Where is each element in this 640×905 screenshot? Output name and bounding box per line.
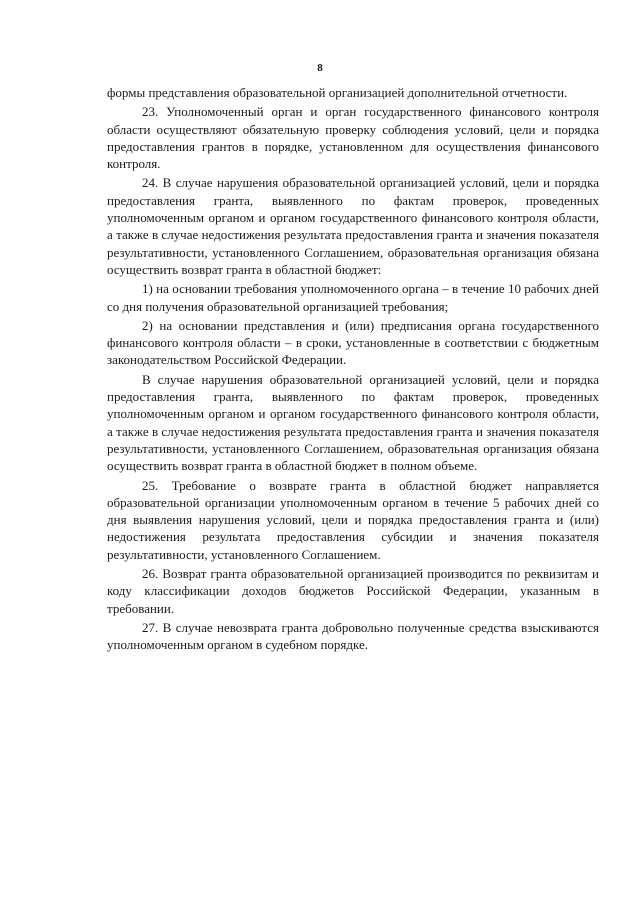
page-number: 8	[317, 62, 323, 74]
paragraph-24: 24. В случае нарушения образовательной организацией условий, цели и порядка предоставления гранта, выявленного по фактам проверок, проведенных уполномоченным органом и органом государственного финансового контроля области, а также в случае недостижения результата предоставления гранта и значения показателя результативности, установленного Соглашением, образовательная организация обязана осуществить возврат гранта в областной бюджет:	[107, 175, 599, 277]
paragraph-24-item-1: 1) на основании требования уполномоченного органа – в течение 10 рабочих дней со дня получения образовательной организацией требования;	[107, 281, 599, 314]
paragraph-continuation: формы представления образовательной организацией дополнительной отчетности.	[107, 85, 568, 100]
paragraph-24-item-2: 2) на основании представления и (или) предписания органа государственного финансового контроля области – в сроки, установленные в соответствии с бюджетным законодательством Российской Федерации.	[107, 317, 599, 368]
document-body	[107, 84, 599, 656]
paragraph-23: 23. Уполномоченный орган и орган государственного финансового контроля области осуществляют обязательную проверку соблюдения условий, цели и порядка предоставления грантов в порядке, установленном для осуществления финансового контроля.	[107, 104, 599, 172]
paragraph-25: 25. Требование о возврате гранта в областной бюджет направляется образовательной организации уполномоченным органом в течение 5 рабочих дней со дня выявления нарушения условий, цели и порядка предоставления гранта и (или) недостижения результата предоставления субсидии и значения показателя результативности, установленного Соглашением.	[107, 477, 599, 562]
paragraph-24-note: В случае нарушения образовательной организацией условий, цели и порядка предоставления гранта, выявленного по фактам проверок, проведенных уполномоченным органом и органом государственного финансового контроля области, а также в случае недостижения результата предоставления гранта и значения показателя результативности, установленного Соглашением, образовательная организация обязана осуществить возврат гранта в областной бюджет в полном объеме.	[107, 371, 599, 474]
paragraph-27: 27. В случае невозврата гранта добровольно полученные средства взыскиваются уполномоченным органом в судебном порядке.	[107, 619, 599, 653]
paragraph-26: 26. Возврат гранта образовательной организацией производится по реквизитам и коду классификации доходов бюджетов Российской Федерации, указанным в требовании.	[107, 566, 599, 616]
